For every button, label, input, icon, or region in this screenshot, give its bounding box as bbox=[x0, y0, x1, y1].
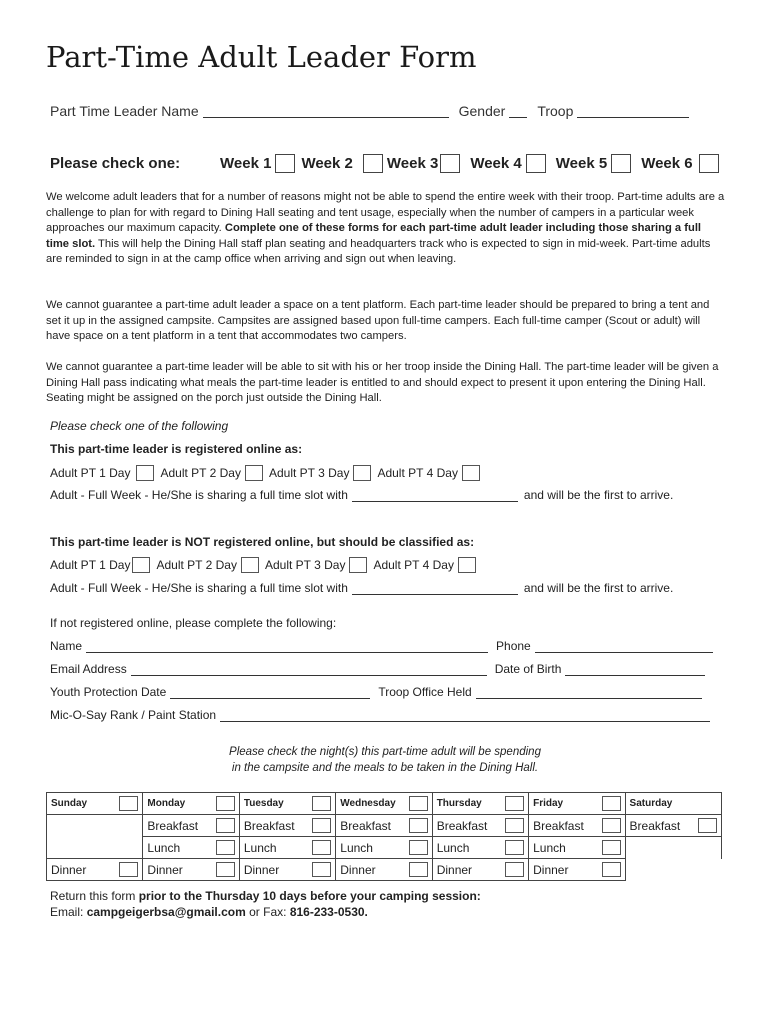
week-6-checkbox[interactable] bbox=[699, 154, 719, 173]
reg-option-3-checkbox[interactable] bbox=[353, 465, 371, 481]
thursday-dinner bbox=[432, 859, 528, 881]
intro-bold-text: Complete one of these forms for each part-time adult leader including those sharing a full time slot. bbox=[46, 222, 702, 250]
friday-lunch-checkbox[interactable] bbox=[602, 840, 621, 855]
not-registered-full-week-row bbox=[50, 581, 673, 595]
nreg-option-1-checkbox[interactable] bbox=[132, 557, 150, 573]
nreg-option-3-checkbox[interactable] bbox=[349, 557, 367, 573]
email-field[interactable] bbox=[131, 663, 487, 676]
wednesday-night-checkbox[interactable] bbox=[409, 796, 428, 811]
nights-note-line-1: Please check the night(s) this part-time adult will be spending bbox=[229, 746, 541, 758]
complete-following-note: If not registered online, please complete the following: bbox=[50, 616, 337, 630]
return-instructions bbox=[50, 889, 481, 903]
email-label: Email Address bbox=[50, 662, 127, 676]
table-row-lunch bbox=[47, 837, 722, 859]
day-monday bbox=[143, 793, 239, 815]
thursday-night-checkbox[interactable] bbox=[505, 796, 524, 811]
friday-dinner-checkbox[interactable] bbox=[602, 862, 621, 877]
table-row-breakfast bbox=[47, 815, 722, 837]
nreg-full-week-suffix: and will be the first to arrive. bbox=[523, 581, 674, 595]
meal-schedule-table bbox=[46, 792, 722, 881]
reg-option-3-label: Adult PT 3 Day bbox=[268, 466, 350, 480]
day-friday bbox=[529, 793, 625, 815]
registered-full-week-row bbox=[50, 488, 673, 502]
phone-label: Phone bbox=[496, 639, 531, 653]
monday-breakfast-checkbox[interactable] bbox=[216, 818, 235, 833]
friday-lunch-label: Lunch bbox=[533, 840, 566, 855]
troop-office-field[interactable] bbox=[476, 686, 702, 699]
nights-note bbox=[0, 744, 770, 776]
week-5-label: Week 5 bbox=[555, 155, 608, 172]
day-thursday bbox=[432, 793, 528, 815]
monday-dinner-checkbox[interactable] bbox=[216, 862, 235, 877]
leader-name-field[interactable] bbox=[203, 105, 449, 118]
friday-dinner-label: Dinner bbox=[533, 862, 569, 877]
monday-night-checkbox[interactable] bbox=[216, 796, 235, 811]
dining-paragraph bbox=[46, 360, 726, 407]
reg-option-2-label: Adult PT 2 Day bbox=[160, 466, 241, 480]
tuesday-dinner-label: Dinner bbox=[243, 862, 280, 877]
monday-lunch bbox=[143, 837, 239, 859]
reg-option-4-checkbox[interactable] bbox=[462, 465, 480, 481]
reg-full-week-field[interactable] bbox=[352, 489, 518, 502]
friday-night-checkbox[interactable] bbox=[602, 796, 621, 811]
monday-lunch-label: Lunch bbox=[147, 840, 181, 855]
dob-label: Date of Birth bbox=[494, 662, 562, 676]
reg-full-week-suffix: and will be the first to arrive. bbox=[523, 488, 674, 502]
phone-field[interactable] bbox=[535, 640, 713, 653]
reg-option-2-checkbox[interactable] bbox=[245, 465, 263, 481]
reg-option-1-label: Adult PT 1 Day bbox=[50, 466, 131, 480]
thursday-breakfast-checkbox[interactable] bbox=[505, 818, 524, 833]
dob-field[interactable] bbox=[565, 663, 705, 676]
name-label: Name bbox=[50, 639, 83, 653]
day-tuesday bbox=[239, 793, 335, 815]
nreg-option-1-label: Adult PT 1 Day bbox=[50, 558, 131, 572]
nreg-option-3-label: Adult PT 3 Day bbox=[264, 558, 346, 572]
day-saturday bbox=[625, 793, 721, 815]
registered-options-row bbox=[50, 465, 486, 481]
week-5-checkbox[interactable] bbox=[611, 154, 631, 173]
monday-breakfast bbox=[143, 815, 239, 837]
day-monday-label: Monday bbox=[147, 798, 186, 809]
tuesday-breakfast-label: Breakfast bbox=[243, 818, 295, 833]
return-deadline: prior to the Thursday 10 days before your camping session: bbox=[138, 889, 481, 903]
tuesday-dinner bbox=[239, 859, 335, 881]
week-3-label: Week 3 bbox=[386, 155, 439, 172]
nreg-option-4-checkbox[interactable] bbox=[458, 557, 476, 573]
wednesday-breakfast-label: Breakfast bbox=[340, 818, 391, 833]
week-check-label: Please check one: bbox=[50, 155, 181, 172]
week-1-label: Week 1 bbox=[220, 155, 272, 172]
tent-paragraph bbox=[46, 298, 726, 345]
sunday-night-checkbox[interactable] bbox=[119, 796, 138, 811]
friday-dinner bbox=[529, 859, 625, 881]
contact-line bbox=[50, 905, 368, 919]
wednesday-lunch-label: Lunch bbox=[340, 840, 373, 855]
nreg-option-4-label: Adult PT 4 Day bbox=[373, 558, 454, 572]
tuesday-lunch-checkbox[interactable] bbox=[312, 840, 331, 855]
nreg-full-week-label: Adult - Full Week - He/She is sharing a full time slot with bbox=[50, 581, 348, 595]
rank-field[interactable] bbox=[220, 709, 710, 722]
friday-lunch bbox=[529, 837, 625, 859]
gender-label: Gender bbox=[458, 103, 506, 119]
form-title: Part-Time Adult Leader Form bbox=[46, 40, 477, 74]
thursday-lunch-label: Lunch bbox=[436, 840, 470, 855]
sunday-lunch-empty bbox=[47, 837, 143, 859]
week-2-label: Week 2 bbox=[301, 155, 353, 172]
week-6-label: Week 6 bbox=[641, 155, 693, 172]
day-friday-label: Friday bbox=[533, 798, 564, 809]
thursday-dinner-label: Dinner bbox=[436, 862, 473, 877]
saturday-lunch-empty bbox=[625, 837, 721, 859]
contact-email-link[interactable]: campgeigerbsa@gmail.com bbox=[86, 905, 246, 919]
week-selection-row bbox=[50, 154, 719, 173]
day-sunday bbox=[47, 793, 143, 815]
tuesday-lunch bbox=[239, 837, 335, 859]
rank-row bbox=[50, 708, 716, 722]
tuesday-lunch-label: Lunch bbox=[243, 840, 277, 855]
sunday-dinner-label: Dinner bbox=[51, 862, 87, 877]
ypt-label: Youth Protection Date bbox=[50, 685, 167, 699]
tuesday-dinner-checkbox[interactable] bbox=[312, 862, 331, 877]
friday-breakfast-label: Breakfast bbox=[533, 818, 584, 833]
table-row-dinner bbox=[47, 859, 722, 881]
sunday-dinner bbox=[47, 859, 143, 881]
dining-text: We cannot guarantee a part-time leader will be able to sit with his or her troop inside the Dining Hall. The part-time leader will be given a Dining Hall pass indicating what meals the part-time leader is entitled to and should expect to present it upon entering the Dining Hall. Seating might be assigned on the porch just outside the Dining Hall. bbox=[46, 361, 719, 404]
saturday-breakfast-label: Breakfast bbox=[629, 818, 681, 833]
reg-option-1-checkbox[interactable] bbox=[136, 465, 154, 481]
monday-dinner bbox=[143, 859, 239, 881]
leader-info-row bbox=[50, 103, 695, 119]
wednesday-lunch bbox=[336, 837, 432, 859]
nreg-option-2-label: Adult PT 2 Day bbox=[156, 558, 237, 572]
tent-text: We cannot guarantee a part-time adult leader a space on a tent platform. Each part-time leader should be prepared to bring a tent and set it up in the assigned campsite. Campsites are assigned based upon full-time campers. Each full-time camper (Scout or adult) will have space on a tent platform in a tent that accommodates two campers. bbox=[46, 299, 710, 342]
wednesday-dinner bbox=[336, 859, 432, 881]
name-phone-row bbox=[50, 639, 719, 653]
day-thursday-label: Thursday bbox=[436, 798, 482, 809]
friday-breakfast bbox=[529, 815, 625, 837]
friday-breakfast-checkbox[interactable] bbox=[602, 818, 621, 833]
nreg-full-week-field[interactable] bbox=[352, 582, 518, 595]
wednesday-dinner-checkbox[interactable] bbox=[409, 862, 428, 877]
not-registered-heading: This part-time leader is NOT registered online, but should be classified as: bbox=[50, 535, 475, 549]
tuesday-night-checkbox[interactable] bbox=[312, 796, 331, 811]
not-registered-options-row bbox=[50, 557, 482, 573]
reg-full-week-label: Adult - Full Week - He/She is sharing a full time slot with bbox=[50, 488, 348, 502]
intro-paragraph bbox=[46, 190, 726, 268]
fax-prefix: or Fax: bbox=[249, 905, 287, 919]
week-3-checkbox[interactable] bbox=[440, 154, 460, 173]
nights-note-line-2: in the campsite and the meals to be taken in the Dining Hall. bbox=[231, 762, 539, 774]
week-1-checkbox[interactable] bbox=[275, 154, 295, 173]
reg-option-4-label: Adult PT 4 Day bbox=[377, 466, 458, 480]
intro-text-continued: This will help the Dining Hall staff plan seating and headquarters track who is expected to sign in mid-week. Part-time adults are reminded to sign in at the camp office when arriving and sign out when leaving. bbox=[46, 237, 711, 265]
day-saturday-label: Saturday bbox=[629, 798, 673, 809]
wednesday-breakfast-checkbox[interactable] bbox=[409, 818, 428, 833]
thursday-dinner-checkbox[interactable] bbox=[505, 862, 524, 877]
intro-text: We welcome adult leaders that for a number of reasons might not be able to spend the entire week with their troop. Part-time adults are a challenge to plan for with regard to Dining Hall seating and tent usage, especially when the number of campers in a particular week approaches our maximum capacity. bbox=[46, 191, 725, 234]
ypt-office-row bbox=[50, 685, 708, 699]
name-field[interactable] bbox=[86, 640, 488, 653]
email-prefix: Email: bbox=[50, 905, 84, 919]
leader-name-label: Part Time Leader Name bbox=[50, 103, 199, 119]
sunday-dinner-checkbox[interactable] bbox=[119, 862, 138, 877]
day-wednesday-label: Wednesday bbox=[340, 798, 396, 809]
tuesday-breakfast bbox=[239, 815, 335, 837]
rank-label: Mic-O-Say Rank / Paint Station bbox=[50, 708, 217, 722]
email-dob-row bbox=[50, 662, 711, 676]
wednesday-breakfast bbox=[336, 815, 432, 837]
wednesday-lunch-checkbox[interactable] bbox=[409, 840, 428, 855]
return-prefix: Return this form bbox=[50, 889, 136, 903]
wednesday-dinner-label: Dinner bbox=[340, 862, 376, 877]
table-row-days bbox=[47, 793, 722, 815]
day-tuesday-label: Tuesday bbox=[243, 798, 284, 809]
week-4-checkbox[interactable] bbox=[526, 154, 546, 173]
troop-field[interactable] bbox=[577, 105, 689, 118]
sunday-breakfast-empty bbox=[47, 815, 143, 837]
saturday-breakfast-checkbox[interactable] bbox=[698, 818, 717, 833]
thursday-lunch bbox=[432, 837, 528, 859]
monday-breakfast-label: Breakfast bbox=[147, 818, 199, 833]
nreg-option-2-checkbox[interactable] bbox=[241, 557, 259, 573]
thursday-lunch-checkbox[interactable] bbox=[505, 840, 524, 855]
week-4-label: Week 4 bbox=[470, 155, 522, 172]
thursday-breakfast-label: Breakfast bbox=[436, 818, 488, 833]
saturday-breakfast bbox=[625, 815, 721, 837]
troop-office-label: Troop Office Held bbox=[378, 685, 472, 699]
monday-dinner-label: Dinner bbox=[147, 862, 183, 877]
tuesday-breakfast-checkbox[interactable] bbox=[312, 818, 331, 833]
day-sunday-label: Sunday bbox=[51, 798, 88, 809]
registered-heading: This part-time leader is registered online as: bbox=[50, 442, 303, 456]
troop-label: Troop bbox=[537, 103, 574, 119]
thursday-breakfast bbox=[432, 815, 528, 837]
saturday-dinner-empty bbox=[625, 859, 721, 881]
monday-lunch-checkbox[interactable] bbox=[216, 840, 235, 855]
ypt-field[interactable] bbox=[170, 686, 370, 699]
day-wednesday bbox=[336, 793, 432, 815]
week-2-checkbox[interactable] bbox=[363, 154, 383, 173]
fax-number: 816-233-0530. bbox=[289, 905, 368, 919]
gender-field[interactable] bbox=[509, 105, 527, 118]
check-following-note: Please check one of the following bbox=[50, 419, 229, 433]
